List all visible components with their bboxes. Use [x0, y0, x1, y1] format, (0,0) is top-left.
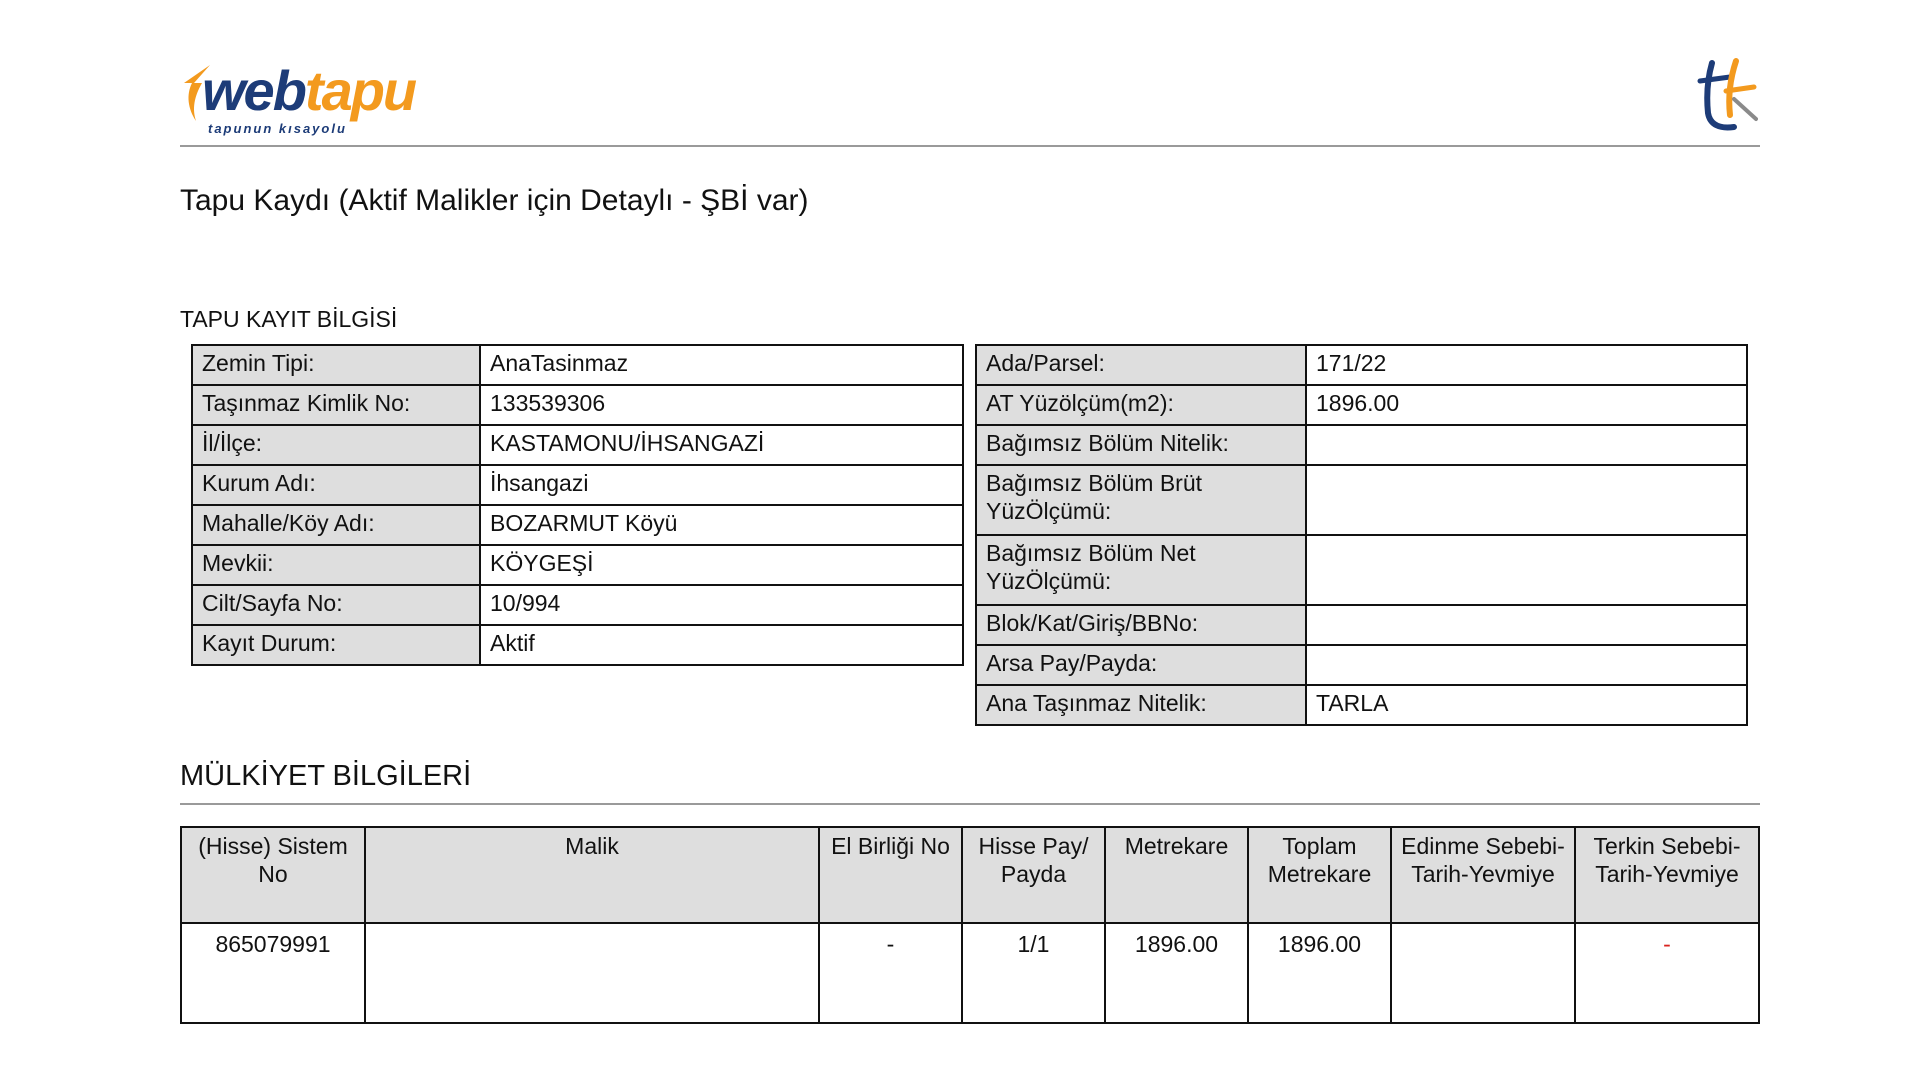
ownership-cell: - [1575, 923, 1759, 1023]
ownership-column-header: (Hisse) Sistem No [181, 827, 365, 923]
ownership-cell: 1896.00 [1248, 923, 1391, 1023]
tkgm-emblem-icon [1694, 57, 1758, 133]
info-value: 1896.00 [1306, 385, 1747, 425]
info-value: Aktif [480, 625, 963, 665]
info-label: Blok/Kat/Giriş/BBNo: [976, 605, 1306, 645]
info-label: Kayıt Durum: [192, 625, 480, 665]
section-label-tapu-kayit: TAPU KAYIT BİLGİSİ [180, 306, 398, 332]
tapu-info-left-table [191, 344, 964, 666]
info-value: KASTAMONU/İHSANGAZİ [480, 425, 963, 465]
info-label: Bağımsız Bölüm Nitelik: [976, 425, 1306, 465]
logo-wordmark: webtapu [202, 59, 416, 122]
ownership-cell [365, 923, 819, 1023]
ownership-column-header: El Birliği No [819, 827, 962, 923]
table-row [181, 923, 1759, 1023]
info-value: 171/22 [1306, 345, 1747, 385]
info-label: Zemin Tipi: [192, 345, 480, 385]
document-title: Tapu Kaydı (Aktif Malikler için Detaylı - ŞBİ var) [180, 184, 809, 217]
info-label: Ada/Parsel: [976, 345, 1306, 385]
ownership-cell: 865079991 [181, 923, 365, 1023]
info-label: Cilt/Sayfa No: [192, 585, 480, 625]
ownership-column-header: Toplam Metrekare [1248, 827, 1391, 923]
ownership-section-title: MÜLKİYET BİLGİLERİ [180, 760, 1760, 805]
info-label: Bağımsız Bölüm Net YüzÖlçümü: [976, 535, 1306, 605]
info-value: BOZARMUT Köyü [480, 505, 963, 545]
info-label: Mahalle/Köy Adı: [192, 505, 480, 545]
info-row [192, 505, 963, 545]
info-label: Mevkii: [192, 545, 480, 585]
ownership-column-header: Metrekare [1105, 827, 1248, 923]
info-value [1306, 605, 1747, 645]
ownership-column-header: Terkin Sebebi-Tarih-Yevmiye [1575, 827, 1759, 923]
info-row [192, 545, 963, 585]
ownership-cell: - [819, 923, 962, 1023]
info-label: İl/İlçe: [192, 425, 480, 465]
info-label: Taşınmaz Kimlik No: [192, 385, 480, 425]
info-value [1306, 645, 1747, 685]
ownership-column-header: Edinme Sebebi-Tarih-Yevmiye [1391, 827, 1575, 923]
info-label: Bağımsız Bölüm Brüt YüzÖlçümü: [976, 465, 1306, 535]
document-header [180, 55, 1760, 147]
info-row [192, 585, 963, 625]
ownership-table [180, 826, 1760, 1024]
info-row [192, 385, 963, 425]
info-label: Kurum Adı: [192, 465, 480, 505]
info-row [976, 385, 1747, 425]
webtapu-logo [180, 55, 450, 145]
info-value: AnaTasinmaz [480, 345, 963, 385]
info-label: Arsa Pay/Payda: [976, 645, 1306, 685]
tapu-info-right-table [975, 344, 1748, 726]
info-value: İhsangazi [480, 465, 963, 505]
ownership-cell: 1/1 [962, 923, 1105, 1023]
info-label: AT Yüzölçüm(m2): [976, 385, 1306, 425]
ownership-cell: 1896.00 [1105, 923, 1248, 1023]
info-value: 133539306 [480, 385, 963, 425]
info-value [1306, 465, 1747, 535]
info-row [192, 345, 963, 385]
info-value [1306, 425, 1747, 465]
info-value [1306, 535, 1747, 605]
info-row [976, 425, 1747, 465]
info-value: 10/994 [480, 585, 963, 625]
info-row [976, 535, 1747, 605]
info-label: Ana Taşınmaz Nitelik: [976, 685, 1306, 725]
info-value: TARLA [1306, 685, 1747, 725]
info-row [192, 625, 963, 665]
logo-slogan: tapunun kısayolu [208, 121, 347, 136]
info-row [976, 605, 1747, 645]
info-row [976, 345, 1747, 385]
info-row [976, 645, 1747, 685]
info-row [192, 465, 963, 505]
info-row [192, 425, 963, 465]
ownership-column-header: Hisse Pay/ Payda [962, 827, 1105, 923]
ownership-column-header: Malik [365, 827, 819, 923]
info-row [976, 465, 1747, 535]
info-value: KÖYGEŞİ [480, 545, 963, 585]
ownership-cell [1391, 923, 1575, 1023]
info-row [976, 685, 1747, 725]
